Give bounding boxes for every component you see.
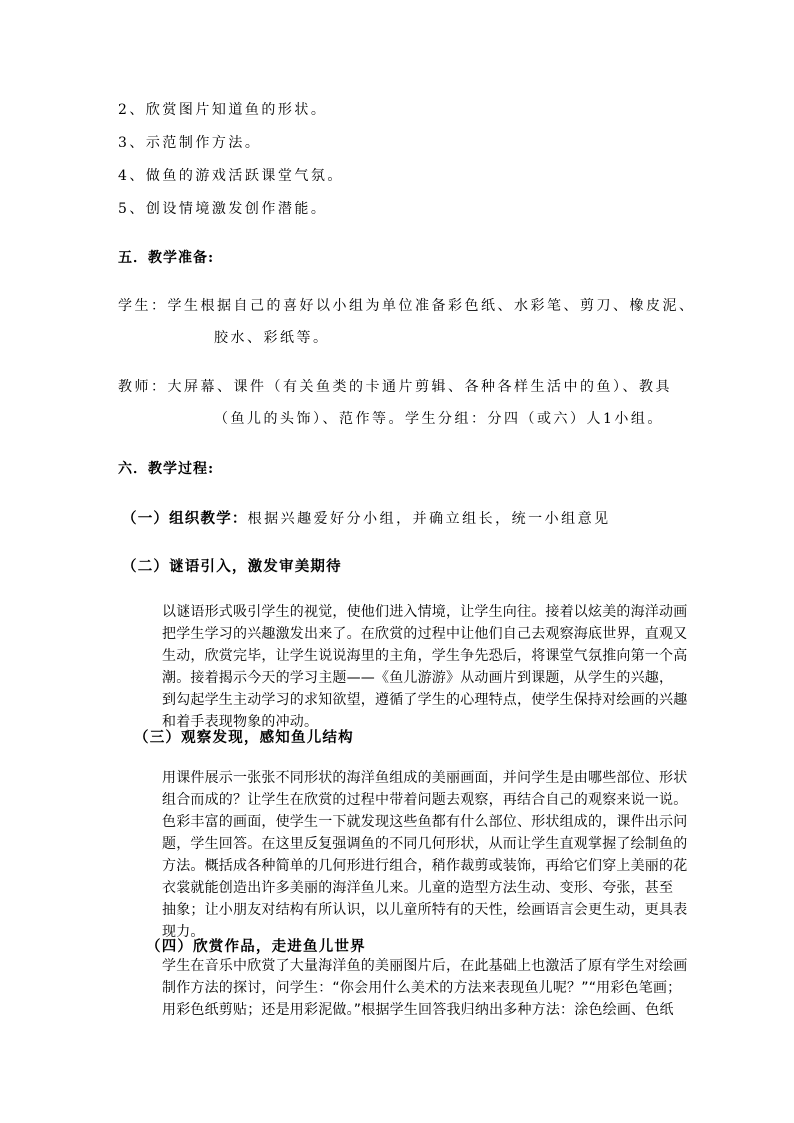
- paragraph-line: 组合而成的？让学生在欣赏的过程中带着问题去观察，再结合自己的观察来说一说。: [162, 792, 688, 808]
- paragraph-line: 到勾起学生主动学习的求知欲望，遵循了学生的心理特点，使学生保持对绘画的兴趣: [162, 692, 688, 708]
- list-item: 2、欣赏图片知道鱼的形状。: [118, 102, 328, 118]
- paragraph-line: 用课件展示一张张不同形状的海洋鱼组成的美丽画面，并问学生是由哪些部位、形状: [162, 770, 688, 786]
- paragraph-line: 用彩色纸剪贴；还是用彩泥做。”根据学生回答我归纳出多种方法：涂色绘画、色纸: [162, 1002, 674, 1018]
- step2-heading: （二）谜语引入，激发审美期待: [122, 558, 342, 575]
- step3-paragraph: [162, 767, 687, 943]
- paragraph-line: 以谜语形式吸引学生的视觉，使他们进入情境，让学生向往。接着以炫美的海洋动画: [162, 604, 688, 620]
- list-item: 4、做鱼的游戏活跃课堂气氛。: [118, 168, 344, 184]
- paragraph-line: 把学生学习的兴趣激发出来了。在欣赏的过程中让他们自己去观察海底世界，直观又: [162, 626, 688, 642]
- paragraph-line: 生动，欣赏完毕，让学生说说海里的主角，学生争先恐后，将课堂气氛推向第一个高: [162, 648, 688, 664]
- paragraph-line: 方法。概括成各种简单的几何形进行组合，稍作裁剪或装饰，再给它们穿上美丽的花: [162, 858, 688, 874]
- paragraph-line: 抽象；让小朋友对结构有所认识，以儿童所特有的天性，绘画语言会更生动，更具表: [162, 902, 688, 918]
- paragraph-line: 制作方法的探讨，问学生：“你会用什么美术的方法来表现鱼儿呢？”“用彩色笔画；: [162, 980, 682, 996]
- step1-line: [122, 509, 611, 529]
- teacher-preparation-line-cont: （鱼儿的头饰）、范作等。学生分组：分四（或六）人1小组。: [214, 411, 664, 427]
- step3-heading: （三）观察发现，感知鱼儿结构: [134, 729, 354, 746]
- paragraph-line: 衣裳就能创造出许多美丽的海洋鱼儿来。儿童的造型方法生动、变形、夸张，甚至: [162, 880, 674, 896]
- list-item: 5、创设情境激发创作潜能。: [118, 201, 328, 217]
- student-preparation-line-cont: 胶水、彩纸等。: [214, 330, 330, 346]
- step4-paragraph: [162, 955, 687, 1021]
- paragraph-line: 题，学生回答。在这里反复强调鱼的不同几何形状，从而让学生直观掌握了绘制鱼的: [162, 836, 688, 852]
- paragraph-line: 和着手表现物象的冲动。: [162, 714, 319, 730]
- step1-label: （一）组织教学：: [122, 510, 248, 527]
- step4-heading: （四）欣赏作品，走进鱼儿世界: [146, 938, 366, 955]
- list-item: 3、示范制作方法。: [118, 135, 262, 151]
- paragraph-line: 潮。接着揭示今天的学习主题——《鱼儿游游》从动画片到课题，从学生的兴趣，: [162, 670, 674, 686]
- section-heading-preparation: 五．教学准备:: [118, 250, 215, 266]
- student-preparation-line: 学生：学生根据自己的喜好以小组为单位准备彩色纸、水彩笔、剪刀、橡皮泥、: [118, 298, 696, 314]
- paragraph-line: 学生在音乐中欣赏了大量海洋鱼的美丽图片后，在此基础上也激活了原有学生对绘画: [162, 958, 688, 974]
- step1-text: 根据兴趣爱好分小组，并确立组长，统一小组意见: [247, 511, 611, 527]
- section-heading-process: 六．教学过程:: [118, 461, 215, 477]
- teacher-preparation-line: 教师：大屏幕、课件（有关鱼类的卡通片剪辑、各种各样生活中的鱼）、教具: [118, 379, 672, 395]
- step2-paragraph: [162, 601, 687, 733]
- paragraph-line: 色彩丰富的画面，使学生一下就发现这些鱼都有什么部位、形状组成的，课件出示问: [162, 814, 688, 830]
- paragraph-line: 现力。: [162, 924, 205, 940]
